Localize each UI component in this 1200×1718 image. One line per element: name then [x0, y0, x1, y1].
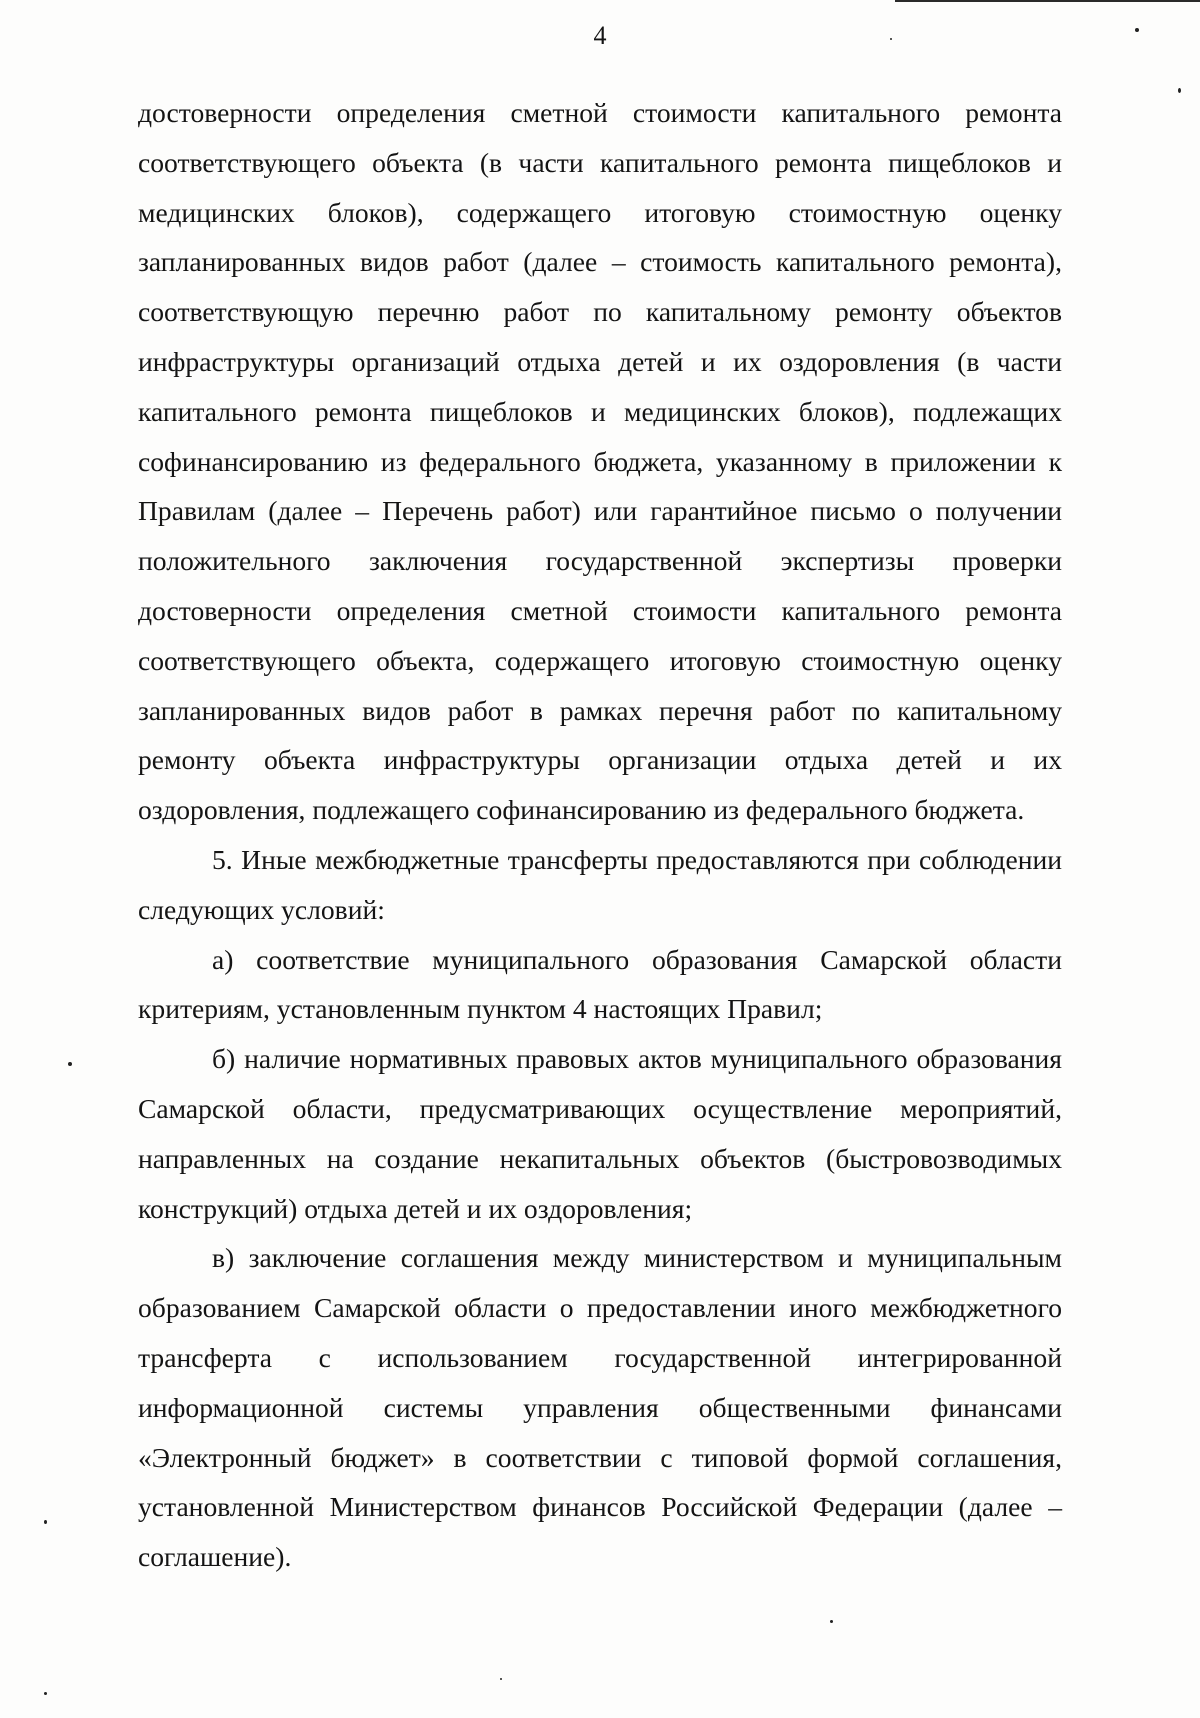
paragraph-subitem-b: б) наличие нормативных правовых актов муниципального образования Самарской области, предусматривающих осуществление мероприятий, направленных на создание некапитальных объектов (быстровозводимых конструкций) отдыха детей и их оздоровления; [138, 1043, 1062, 1224]
scan-speck [830, 1620, 833, 1623]
scan-speck [500, 1678, 502, 1680]
scan-speck [44, 1520, 47, 1524]
paragraph-item-5: 5. Иные межбюджетные трансферты предоставляются при соблюдении следующих условий: [138, 843, 1062, 925]
scan-speck [1135, 28, 1139, 32]
paragraph-subitem-v: в) заключение соглашения между министерством и муниципальным образованием Самарской области о предоставлении иного межбюджетного трансферта с использованием государственной интегрированной информационной системы управления общественными финансами «Электронный бюджет» в соответствии с типовой формой соглашения, установленной Министерством финансов Российской Федерации (далее – соглашение). [138, 1242, 1062, 1573]
document-body [138, 88, 1062, 1582]
scan-speck [44, 1692, 47, 1695]
scan-speck [890, 38, 892, 40]
paragraph-subitem-a: а) соответствие муниципального образования Самарской области критериям, установленным пунктом 4 настоящих Правил; [138, 943, 1062, 1025]
scan-speck [68, 1062, 72, 1066]
scan-edge-line [895, 0, 1200, 2]
page-number: 4 [593, 21, 607, 50]
scan-speck [1178, 88, 1181, 93]
paragraph-continuation: достоверности определения сметной стоимости капитального ремонта соответствующего объекта (в части капитального ремонта пищеблоков и медицинских блоков), содержащего итоговую стоимостную оценку запланированных видов работ (далее – стоимость капитального ремонта), соответствующую перечню работ по капитальному ремонту объектов инфраструктуры организаций отдыха детей и их оздоровления (в части капитального ремонта пищеблоков и медицинских блоков), подлежащих софинансированию из федерального бюджета, указанному в приложении к Правилам (далее – Перечень работ) или гарантийное письмо о получении положительного заключения государственной экспертизы проверки достоверности определения сметной стоимости капитального ремонта соответствующего объекта, содержащего итоговую стоимостную оценку запланированных видов работ в рамках перечня работ по капитальному ремонту объекта инфраструктуры организации отдыха детей и их оздоровления, подлежащего софинансированию из федерального бюджета. [138, 97, 1062, 826]
